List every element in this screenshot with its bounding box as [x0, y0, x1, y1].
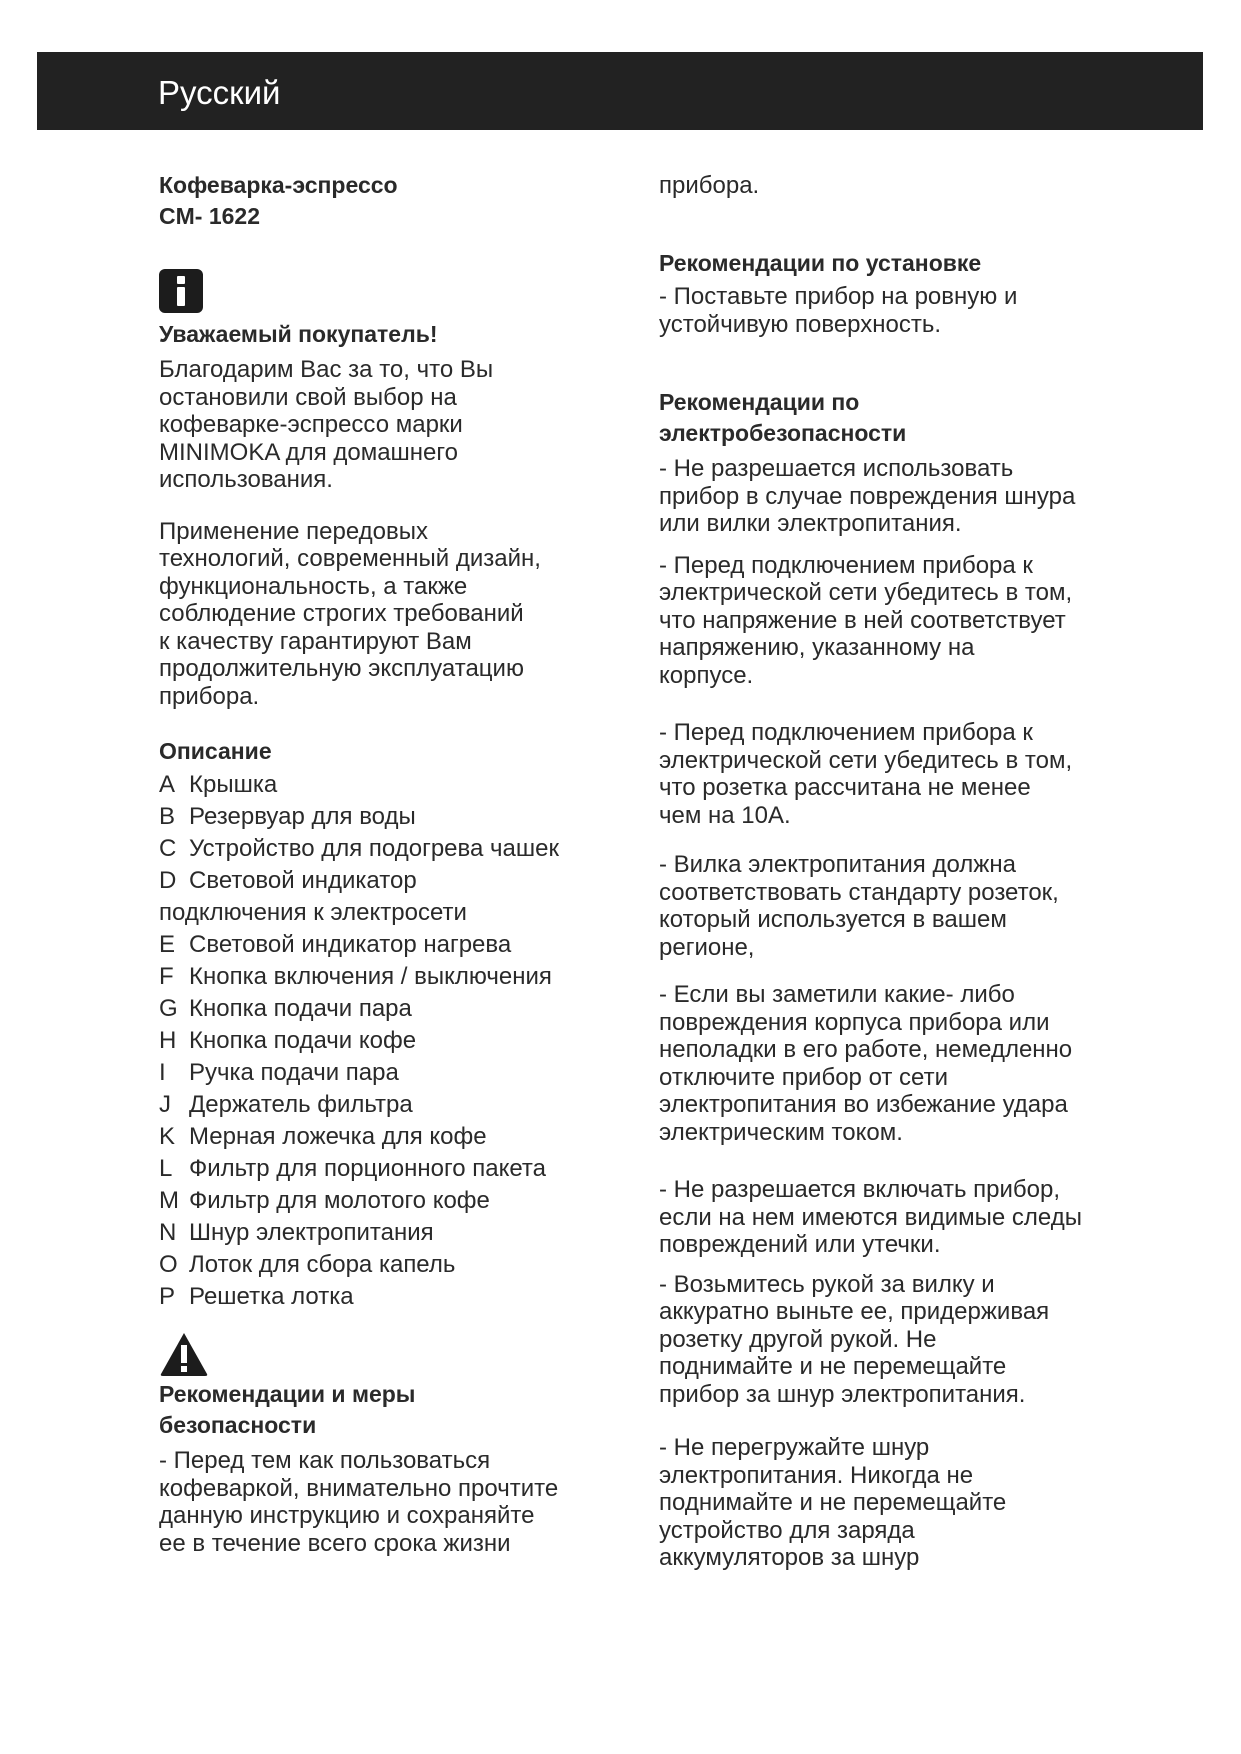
right-column	[659, 170, 1119, 1572]
list-item: I Ручка подачи пара	[159, 1059, 399, 1086]
list-item: B Резервуар для воды	[159, 803, 416, 830]
list-item: J Держатель фильтра	[159, 1091, 413, 1118]
list-item: D Световой индикатор	[159, 867, 417, 894]
list-item: C Устройство для подогрева чашек	[159, 835, 559, 862]
product-name: Кофеварка-эспрессо	[159, 172, 398, 198]
info-icon	[159, 269, 203, 313]
safety-heading-line2: безопасности	[159, 1412, 317, 1438]
list-item: K Мерная ложечка для кофе	[159, 1123, 487, 1150]
list-item: L Фильтр для порционного пакета	[159, 1155, 546, 1182]
list-item: P Решетка лотка	[159, 1283, 354, 1310]
features-paragraph: Применение передовых технологий, современный дизайн, функциональность, а также соблюдение строгих требований к качеству гарантируют Вам продолжительную эксплуатацию прибора.	[159, 517, 541, 710]
list-item: N Шнур электропитания	[159, 1219, 434, 1246]
electro-heading-line2: электробезопасности	[659, 420, 907, 446]
list-item: M Фильтр для молотого кофе	[159, 1187, 490, 1214]
install-heading: Рекомендации по установке	[659, 250, 982, 276]
list-item: A Крышка	[159, 771, 278, 798]
safety-rule-paragraph: - Не перегружайте шнур электропитания. Никогда не поднимайте и не перемещайте устройство для заряда аккумуляторов за шнур	[659, 1434, 1007, 1571]
safety-rule-paragraph: - Вилка электропитания должна соответствовать стандарту розеток, который используется в вашем регионе,	[659, 851, 1059, 961]
safety-rule-paragraph: - Перед подключением прибора к электрической сети убедитесь в том, что напряжение в ней соответствует напряжению, указанному на корпусе.	[659, 551, 1073, 689]
list-item: подключения к электросети	[159, 899, 467, 926]
safety-rule-paragraph: - Возьмитесь рукой за вилку и аккуратно выньте ее, придерживая розетку другой рукой. Не поднимайте и не перемещайте прибор за шнур электропитания.	[659, 1270, 1050, 1408]
language-title: Русский	[158, 74, 281, 111]
safety-heading-line1: Рекомендации и меры	[159, 1381, 416, 1407]
safety-rule-paragraph: - Перед подключением прибора к электрической сети убедитесь в том, что розетка рассчитана не менее чем на 10А.	[659, 719, 1073, 829]
safety-rule-paragraph: - Не разрешается использовать прибор в случае повреждения шнура или вилки электропитания.	[659, 455, 1076, 537]
product-model: CM- 1622	[159, 203, 260, 229]
list-item: O Лоток для сбора капель	[159, 1251, 456, 1278]
list-item: G Кнопка подачи пара	[159, 995, 412, 1022]
page-header	[37, 52, 1203, 130]
intro-paragraph: Благодарим Вас за то, что Вы остановили свой выбор на кофеварке-эспрессо марки MINIMOKA для домашнего использования.	[159, 356, 494, 493]
description-heading: Описание	[159, 738, 272, 764]
safety-paragraph: - Перед тем как пользоваться кофеваркой, внимательно прочтите данную инструкцию и сохраняйте ее в течение всего срока жизни	[159, 1447, 559, 1557]
list-item: F Кнопка включения / выключения	[159, 963, 552, 990]
left-column	[159, 170, 619, 1557]
safety-rule-paragraph: - Не разрешается включать прибор, если на нем имеются видимые следы повреждений или утечки.	[659, 1176, 1082, 1258]
electro-heading-line1: Рекомендации по	[659, 389, 860, 415]
install-paragraph: - Поставьте прибор на ровную и устойчивую поверхность.	[659, 283, 1018, 338]
warning-icon	[159, 1331, 209, 1377]
safety-rule-paragraph: - Если вы заметили какие- либо повреждения корпуса прибора или неполадки в его работе, немедленно отключите прибор от сети электропитания во избежание удара электрическим током.	[659, 981, 1073, 1146]
list-item: E Световой индикатор нагрева	[159, 931, 512, 958]
greeting-heading: Уважаемый покупатель!	[159, 321, 438, 347]
parts-list	[159, 769, 619, 1313]
continuation-text: прибора.	[659, 172, 760, 199]
list-item: H Кнопка подачи кофе	[159, 1027, 417, 1054]
